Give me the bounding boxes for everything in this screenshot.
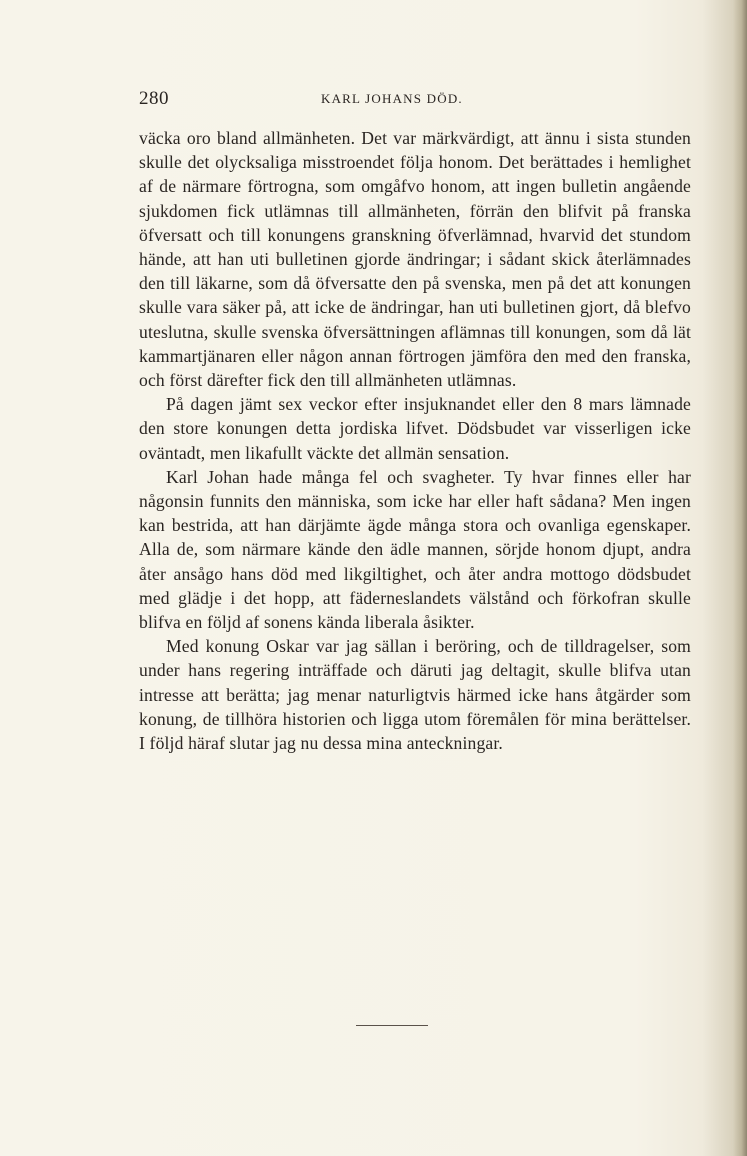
page-gutter-shadow — [733, 0, 747, 1156]
paragraph-4: Med konung Oskar var jag sällan i beröring, och de tilldragelser, som under hans regering inträffade och däruti jag deltagit, skulle blifva utan intresse att berätta; jag menar naturligtvis härmed icke hans åtgärder som konung, de tillhöra historien och ligga utom föremålen för mina berättelser. I följd häraf slutar jag nu dessa mina anteckningar. — [139, 636, 691, 754]
page-number: 280 — [139, 88, 169, 109]
page-header — [139, 88, 691, 112]
body-text — [139, 126, 691, 755]
paragraph-1: väcka oro bland allmänheten. Det var märkvärdigt, att ännu i sista stunden skulle det olycksaliga misstroendet följa honom. Det berättades i hemlighet af de närmare förtrogna, som omgåfvo honom, att ingen bulletin angående sjukdomen fick utlämnas till allmänheten, förrän den blifvit på franska öfversatt och till konungens granskning öfverlämnad, hvarvid det stundom hände, att han uti bulletinen gjorde ändringar; i sådant skick återlämnades den till läkarne, som då öfversatte den på svenska, men på det att konungen skulle vara säker på, att icke de ändringar, han uti bulletinen gjort, då blefvo uteslutna, skulle svenska öfversättningen aflämnas till konungen, som då lät kammartjänaren eller någon annan förtrogen jämföra den med den franska, och först därefter fick den till allmänheten utlämnas. — [139, 128, 691, 391]
closing-rule — [356, 1025, 428, 1026]
paragraph-3: Karl Johan hade många fel och svagheter. Ty hvar finnes eller har någonsin funnits den människa, som icke har eller haft sådana? Men ingen kan bestrida, att han därjämte ägde många stora och ovanliga egenskaper. Alla de, som närmare kände den ädle mannen, sörjde honom djupt, andra åter ansågo hans död med likgiltighet, och åter andra mottogo dödsbudet med glädje i det hopp, att fäderneslandets välstånd och förkofran skulle blifva en följd af sonens kända liberala åsikter. — [139, 466, 691, 633]
running-title: KARL JOHANS DÖD. — [321, 91, 463, 106]
paragraph-2: På dagen jämt sex veckor efter insjuknandet eller den 8 mars lämnade den store konungen detta jordiska lifvet. Dödsbudet var visserligen icke oväntadt, men likafullt väckte det allmän sensation. — [139, 394, 691, 463]
